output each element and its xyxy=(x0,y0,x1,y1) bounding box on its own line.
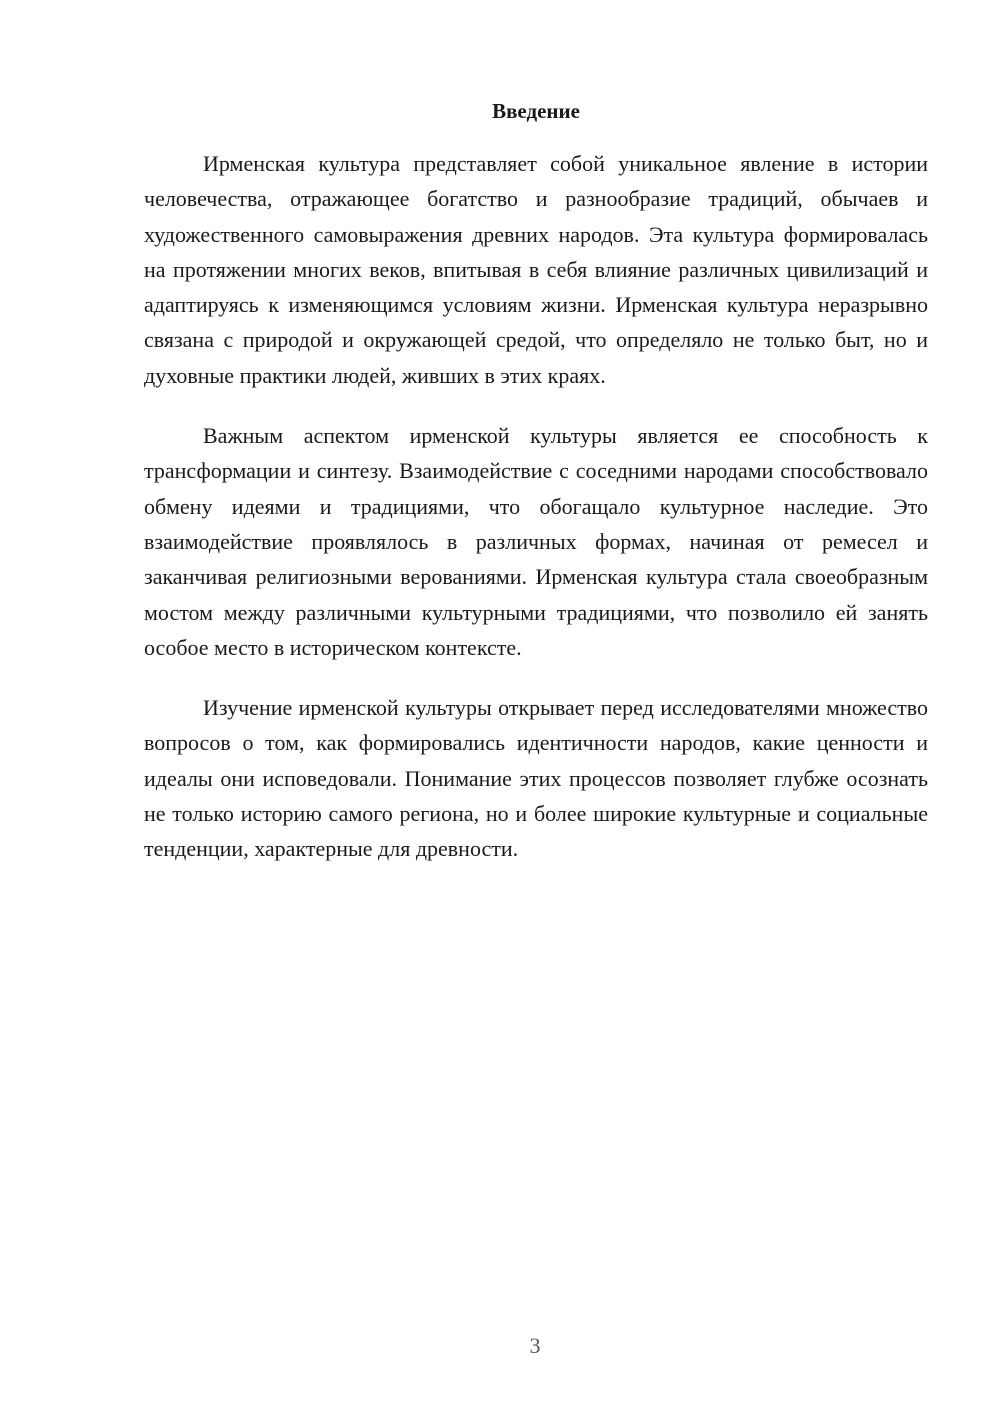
section-heading: Введение xyxy=(492,99,580,123)
paragraph-1: Ирменская культура представляет собой уникальное явление в истории человечества, отражающее богатство и разнообразие традиций, обычаев и художественного самовыражения древних народов. Эта культура формировалась на протяжении многих веков, впитывая в себя влияние различных цивилизаций и адаптируясь к изменяющимся условиям жизни. Ирменская культура неразрывно связана с природой и окружающей средой, что определяло не только быт, но и духовные практики людей, живших в этих краях. xyxy=(144,151,928,388)
page-number: 3 xyxy=(529,1333,541,1358)
page-content xyxy=(144,97,928,892)
paragraph-2: Важным аспектом ирменской культуры является ее способность к трансформации и синтезу. Взаимодействие с соседними народами способствовало обмену идеями и традициями, что обогащало культурное наследие. Это взаимодействие проявлялось в различных формах, начиная от ремесел и заканчивая религиозными верованиями. Ирменская культура стала своеобразным мостом между различными культурными традициями, что позволило ей занять особое место в историческом контексте. xyxy=(144,423,928,660)
paragraph-3: Изучение ирменской культуры открывает перед исследователями множество вопросов о том, как формировались идентичности народов, какие ценности и идеалы они исповедовали. Понимание этих процессов позволяет глубже осознать не только историю самого региона, но и более широкие культурные и социальные тенденции, характерные для древности. xyxy=(144,695,928,862)
